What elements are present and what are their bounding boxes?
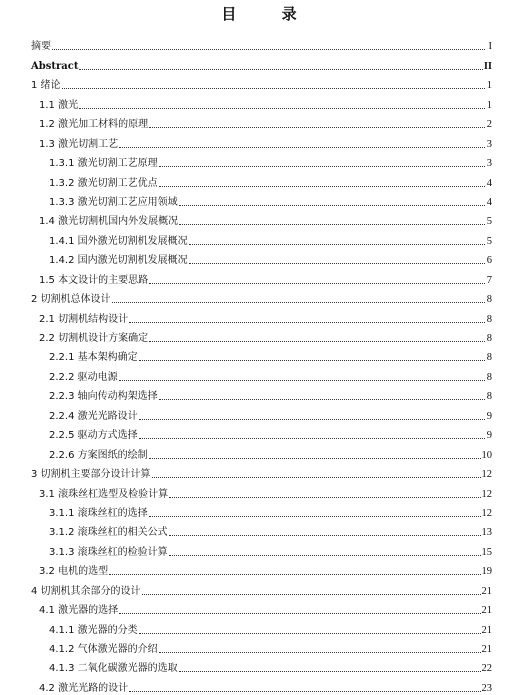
toc-entry (31, 306, 492, 325)
toc-entry (31, 190, 492, 209)
toc-entry-page: II (483, 60, 492, 72)
dot-leader (152, 477, 481, 478)
toc-entry-title: 1 绪论 (31, 80, 61, 92)
dot-leader (179, 205, 485, 206)
table-of-contents (31, 34, 492, 695)
dot-leader (129, 691, 480, 692)
dot-leader (119, 380, 485, 381)
toc-entry-title: 1.3 激光切割工艺 (39, 138, 119, 150)
toc-entry-page: 10 (481, 449, 492, 461)
toc-entry-page: 3 (486, 138, 492, 150)
toc-entry-title: 2.2.1 基本架构确定 (49, 352, 138, 364)
toc-entry-page: 6 (486, 255, 492, 267)
toc-entry-title: 3.1.2 滚珠丝杠的相关公式 (49, 527, 168, 539)
toc-entry-title: 2.2 切割机设计方案确定 (39, 333, 149, 344)
dot-leader (52, 49, 485, 50)
dot-leader (112, 302, 485, 303)
toc-entry-page: I (488, 41, 492, 53)
toc-entry-page: 13 (481, 527, 492, 539)
dot-leader (139, 633, 481, 634)
toc-entry (31, 617, 492, 636)
toc-entry-title: 2.2.3 轴向传动构架选择 (49, 391, 158, 403)
dot-leader (189, 263, 485, 264)
toc-entry-title: 1.3.3 激光切割工艺应用领域 (49, 196, 178, 208)
toc-entry (31, 267, 492, 286)
toc-entry (31, 209, 492, 228)
toc-entry-page: 9 (486, 410, 492, 422)
dot-leader (142, 594, 481, 595)
dot-leader (149, 341, 485, 342)
toc-entry (31, 675, 492, 694)
toc-entry-page: 23 (481, 682, 492, 694)
toc-entry-page: 21 (481, 585, 492, 597)
toc-entry-title: 2.2.2 驱动电源 (49, 371, 118, 383)
toc-entry-page: 15 (481, 546, 492, 558)
toc-entry-title: 3.1.3 滚珠丝杠的检验计算 (49, 546, 168, 558)
dot-leader (139, 438, 485, 439)
toc-entry-page: 12 (481, 488, 492, 500)
toc-entry-page: 3 (486, 158, 492, 170)
toc-entry (31, 637, 492, 656)
dot-leader (159, 399, 485, 400)
toc-entry (31, 73, 492, 92)
toc-entry-title: 4.1 激光器的选择 (39, 605, 119, 617)
toc-title: 目 录 (221, 5, 299, 23)
dot-leader (179, 671, 481, 672)
toc-entry-title: 3.1.1 滚珠丝杠的选择 (49, 507, 148, 519)
toc-entry-page: 12 (481, 507, 492, 519)
toc-entry (31, 326, 492, 345)
toc-entry-page: 21 (481, 644, 492, 655)
toc-entry-page: 8 (486, 352, 492, 364)
toc-entry-title: 1.3.2 激光切割工艺优点 (49, 177, 158, 189)
dot-leader (139, 360, 485, 361)
toc-entry-page: 8 (486, 294, 492, 306)
dot-leader (189, 244, 485, 245)
toc-entry-page: 5 (486, 216, 492, 228)
toc-entry-page: 8 (486, 313, 492, 325)
toc-entry-page: 1 (486, 80, 492, 92)
dot-leader (149, 458, 481, 459)
toc-entry-title: 4.2 激光光路的设计 (39, 682, 129, 694)
toc-entry (31, 248, 492, 267)
dot-leader (149, 127, 485, 128)
toc-entry-page: 8 (486, 333, 492, 344)
toc-entry-title: 2.2.5 驱动方式选择 (49, 430, 138, 442)
toc-entry-page: 7 (486, 274, 492, 286)
toc-entry-page: 4 (486, 196, 492, 208)
dot-leader (169, 535, 481, 536)
toc-entry (31, 520, 492, 539)
toc-entry (31, 287, 492, 306)
toc-entry-page: 9 (486, 430, 492, 442)
toc-entry-title: 2.2.4 激光光路设计 (49, 410, 138, 422)
dot-leader (139, 419, 485, 420)
toc-entry (31, 384, 492, 403)
dot-leader (169, 497, 480, 498)
toc-entry (31, 131, 492, 150)
toc-entry-title: 4.1.2 气体激光器的介绍 (49, 644, 158, 655)
dot-leader (169, 555, 481, 556)
toc-entry-title: 2.2.6 方案图纸的绘制 (49, 449, 148, 461)
toc-entry-title: 1.4.1 国外激光切割机发展概况 (49, 235, 188, 247)
dot-leader (179, 224, 485, 225)
toc-entry (31, 170, 492, 189)
toc-entry (31, 539, 492, 558)
toc-entry-title: 1.4.2 国内激光切割机发展概况 (49, 255, 188, 267)
dot-leader (159, 186, 485, 187)
toc-entry (31, 442, 492, 461)
toc-entry-page: 19 (481, 566, 492, 578)
toc-entry-title: 1.1 激光 (39, 99, 79, 111)
toc-entry (31, 53, 492, 72)
toc-entry-title: 2 切割机总体设计 (31, 294, 111, 306)
toc-entry-title: 4 切割机其余部分的设计 (31, 585, 141, 597)
toc-entry-page: 12 (481, 469, 492, 481)
toc-entry-page: 21 (481, 605, 492, 617)
dot-leader (119, 147, 485, 148)
toc-entry (31, 501, 492, 520)
toc-entry-title: 3.2 电机的选型 (39, 566, 109, 578)
toc-entry-page: 4 (486, 177, 492, 189)
toc-entry-page: 5 (486, 235, 492, 247)
dot-leader (159, 652, 481, 653)
toc-entry (31, 423, 492, 442)
dot-leader (109, 574, 480, 575)
toc-entry-title: Abstract (31, 60, 79, 72)
toc-entry-title: 2.1 切割机结构设计 (39, 313, 129, 325)
toc-entry (31, 92, 492, 111)
dot-leader (149, 516, 481, 517)
toc-entry (31, 34, 492, 53)
toc-entry (31, 228, 492, 247)
toc-entry-page: 1 (486, 99, 492, 111)
toc-entry (31, 578, 492, 597)
toc-entry-title: 3 切割机主要部分设计计算 (31, 469, 151, 481)
toc-entry-title: 4.1.3 二氧化碳激光器的选取 (49, 663, 178, 675)
toc-entry-title: 1.3.1 激光切割工艺原理 (49, 158, 158, 170)
dot-leader (119, 613, 480, 614)
toc-entry (31, 462, 492, 481)
dot-leader (129, 322, 485, 323)
dot-leader (159, 166, 485, 167)
toc-entry-page: 8 (486, 371, 492, 383)
toc-entry (31, 656, 492, 675)
toc-entry (31, 112, 492, 131)
toc-entry-title: 1.4 激光切割机国内外发展概况 (39, 216, 179, 228)
toc-entry-title: 1.5 本文设计的主要思路 (39, 274, 149, 286)
toc-entry (31, 151, 492, 170)
toc-entry (31, 598, 492, 617)
toc-entry (31, 403, 492, 422)
toc-entry (31, 559, 492, 578)
toc-entry-title: 摘要 (31, 41, 51, 53)
toc-entry (31, 481, 492, 500)
dot-leader (79, 69, 482, 70)
dot-leader (149, 283, 485, 284)
toc-entry-page: 8 (486, 391, 492, 403)
toc-entry-title: 4.1.1 激光器的分类 (49, 624, 138, 636)
toc-entry-page: 22 (481, 663, 492, 675)
toc-entry (31, 364, 492, 383)
toc-entry-page: 21 (481, 624, 492, 636)
dot-leader (62, 88, 485, 89)
dot-leader (79, 108, 485, 109)
toc-entry-title: 3.1 滚珠丝杠选型及检验计算 (39, 488, 169, 500)
toc-entry-title: 1.2 激光加工材料的原理 (39, 119, 149, 131)
toc-entry (31, 345, 492, 364)
toc-entry-page: 2 (486, 119, 492, 131)
